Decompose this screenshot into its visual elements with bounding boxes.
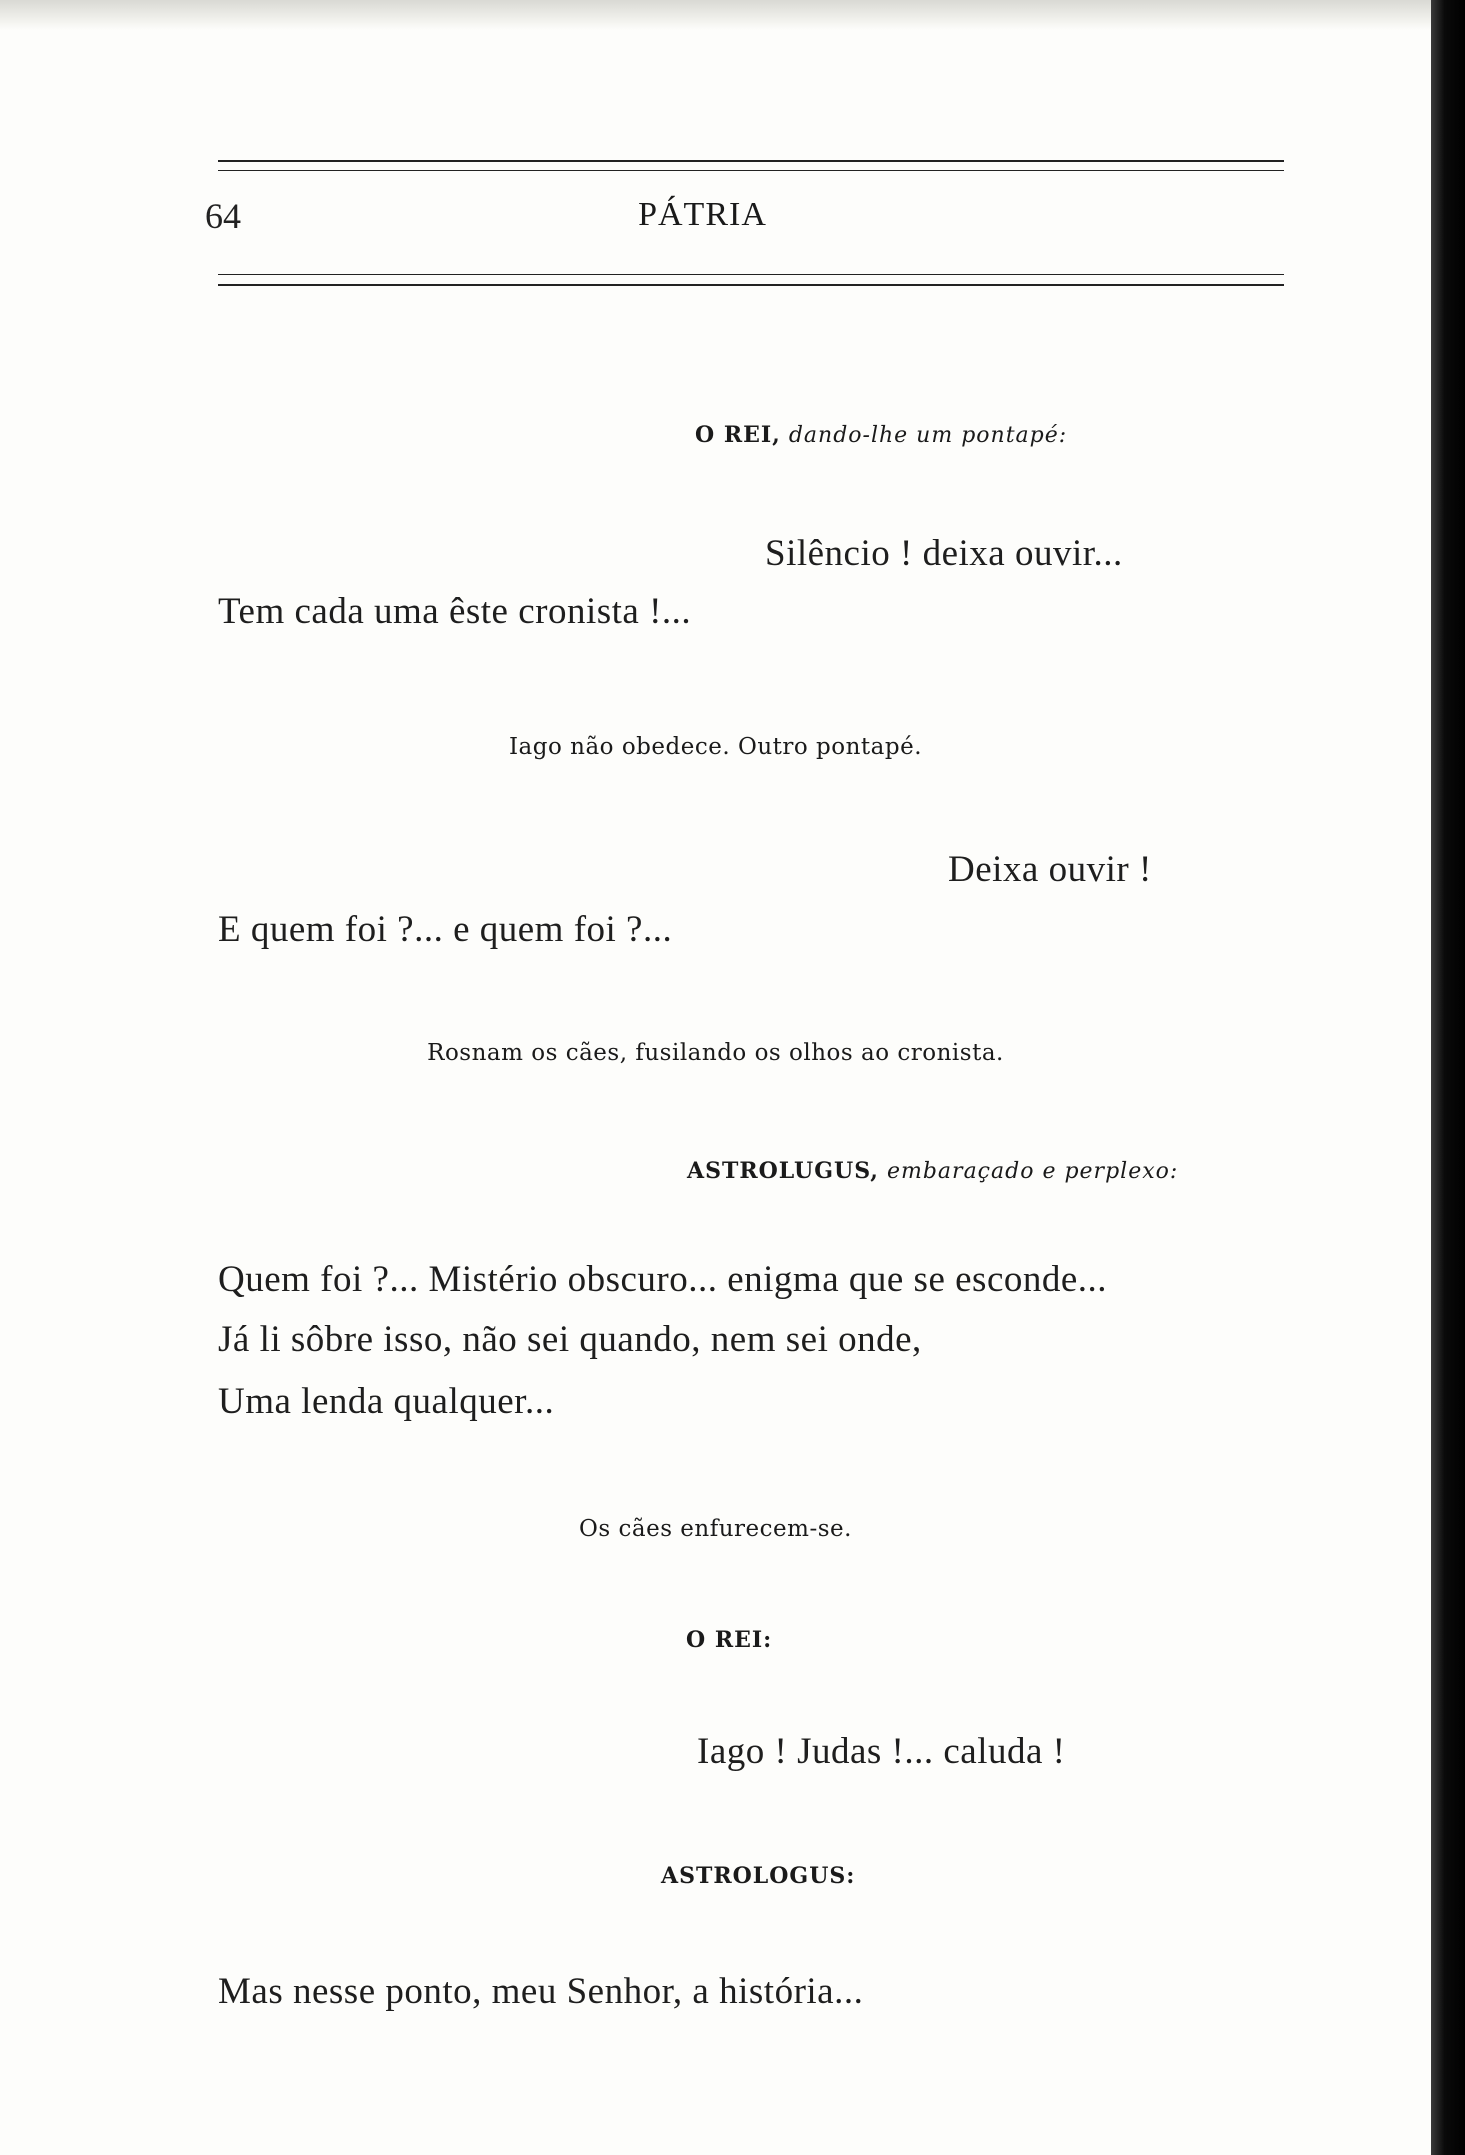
header-rule-top <box>218 160 1284 162</box>
speaker-heading <box>687 1158 1178 1184</box>
speaker-name: ASTROLOGUS: <box>661 1863 856 1889</box>
stage-direction: Os cães enfurecem-se. <box>579 1516 852 1542</box>
page-spine-edge <box>1431 0 1465 2155</box>
speaker-name: ASTROLUGUS, <box>687 1158 879 1184</box>
header-rule-top-inner <box>218 170 1284 171</box>
stage-direction-inline: embaraçado e perplexo: <box>886 1159 1179 1184</box>
stage-direction-inline: dando-lhe um pontapé: <box>788 423 1068 448</box>
verse-line: Uma lenda qualquer... <box>218 1381 555 1422</box>
verse-line: E quem foi ?... e quem foi ?... <box>218 909 673 950</box>
header-rule-bottom-inner <box>218 274 1284 275</box>
verse-line: Mas nesse ponto, meu Senhor, a história... <box>218 1971 864 2012</box>
page-number: 64 <box>205 196 241 236</box>
verse-line: Deixa ouvir ! <box>948 849 1152 890</box>
speaker-name: O REI, <box>695 422 781 448</box>
speaker-name: O REI: <box>686 1627 773 1653</box>
speaker-heading <box>695 422 1067 448</box>
stage-direction: Iago não obedece. Outro pontapé. <box>508 734 923 760</box>
verse-line: Já li sôbre isso, não sei quando, nem sei onde, <box>218 1319 922 1360</box>
verse-line: Silêncio ! deixa ouvir... <box>765 533 1123 574</box>
stage-direction: Rosnam os cães, fusilando os olhos ao cronista. <box>427 1040 1004 1066</box>
header-rule-bottom <box>218 284 1284 286</box>
speaker-heading <box>686 1627 772 1653</box>
scan-top-edge <box>0 0 1431 30</box>
verse-line: Iago ! Judas !... caluda ! <box>697 1731 1066 1772</box>
speaker-heading <box>661 1863 855 1889</box>
verse-line: Quem foi ?... Mistério obscuro... enigma que se esconde... <box>218 1259 1108 1300</box>
running-title: PÁTRIA <box>638 196 767 233</box>
verse-line: Tem cada uma êste cronista !... <box>218 591 692 632</box>
